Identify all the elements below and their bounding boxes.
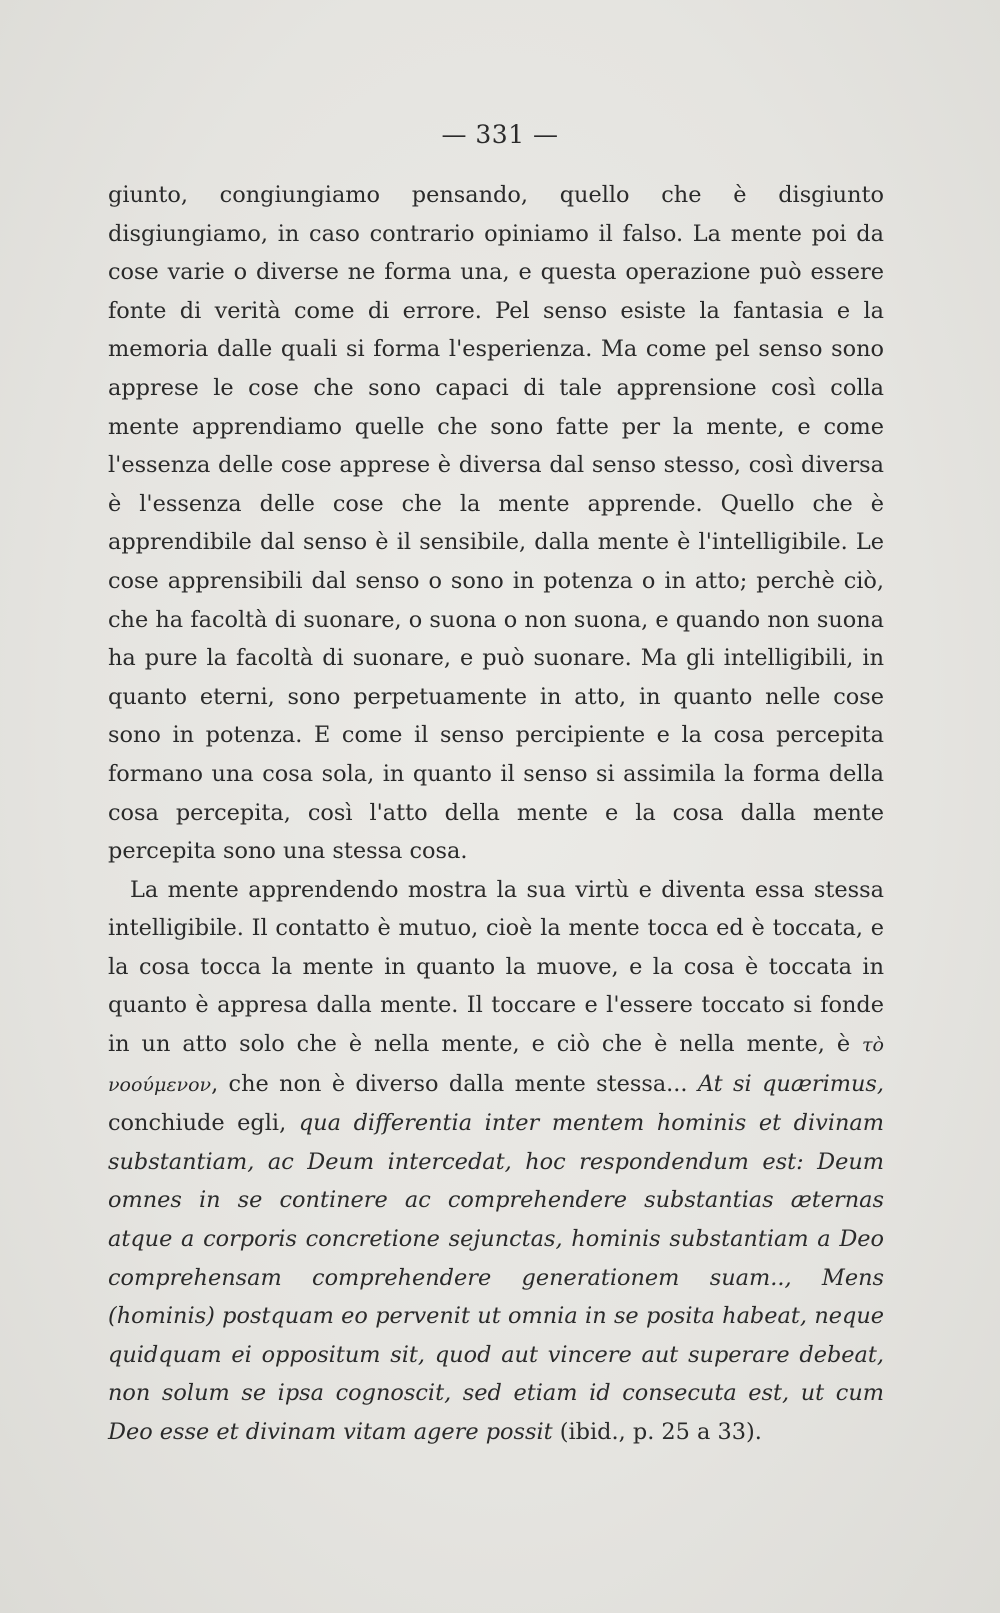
latin-quote-opening: At si quærimus, (697, 1070, 884, 1097)
latin-quote: qua differentia inter mentem hominis et divinam substantiam, ac Deum intercedat, hoc respondendum est: Deum omnes in se continere ac comprehendere substantias æternas atque a corporis concretione sejunctas, hominis substantiam a Deo comprehensam comprehendere generationem suam.., Mens (hominis) postquam eo pervenit ut omnia in se posita habeat, neque quidquam ei oppositum sit, quod aut vincere aut superare debeat, non solum se ipsa cognoscit, sed etiam id consecuta est, ut cum Deo esse et divinam vitam agere possit (108, 1110, 884, 1445)
paragraph-2-text-a: La mente apprendendo mostra la sua virtù e diventa essa stessa intelligibile. Il contatto è mutuo, cioè la mente tocca ed è toccata, e la cosa tocca la mente in quanto la muove, e la cosa è toccata in quanto è appresa dalla mente. Il toccare e l'essere toccato si fonde in un atto solo che è nella mente, e ciò che è nella mente, è (108, 876, 884, 1058)
page-number: — 331 — (441, 120, 559, 149)
citation: (ibid., p. 25 a 33). (559, 1419, 762, 1445)
paragraph-2-text-b: , che non è diverso dalla mente stessa... (211, 1070, 688, 1097)
paragraph-1: giunto, congiungiamo pensando, quello che è disgiunto disgiungiamo, in caso contrario opiniamo il falso. La mente poi da cose varie o diverse ne forma una, e questa operazione può essere fonte di verità come di errore. Pel senso esiste la fantasia e la memoria dalle quali si forma l'esperienza. Ma come pel senso sono apprese le cose che sono capaci di tale apprensione così colla mente apprendiamo quelle che sono fatte per la mente, e come l'essenza delle cose apprese è diversa dal senso stesso, così diversa è l'essenza delle cose che la mente apprende. Quello che è apprendibile dal senso è il sensibile, dalla mente è l'intelligibile. Le cose apprensibili dal senso o sono in potenza o in atto; perchè ciò, che ha facoltà di suonare, o suona o non suona, e quando non suona ha pure la facoltà di suonare, e può suonare. Ma gli intelligibili, in quanto eterni, sono perpetuamente in atto, in quanto nelle cose sono in potenza. E come il senso percipiente e la cosa percepita formano una cosa sola, in quanto il senso si assimila la forma della cosa percepita, così l'atto della mente e la cosa dalla mente percepita sono una stessa cosa. (108, 182, 884, 865)
greek-phrase: τὸ νοούμενον (108, 1034, 884, 1096)
body-text (108, 176, 884, 1452)
paragraph-2 (108, 871, 884, 1452)
paragraph-2-text-c: conchiude egli, (108, 1110, 287, 1137)
